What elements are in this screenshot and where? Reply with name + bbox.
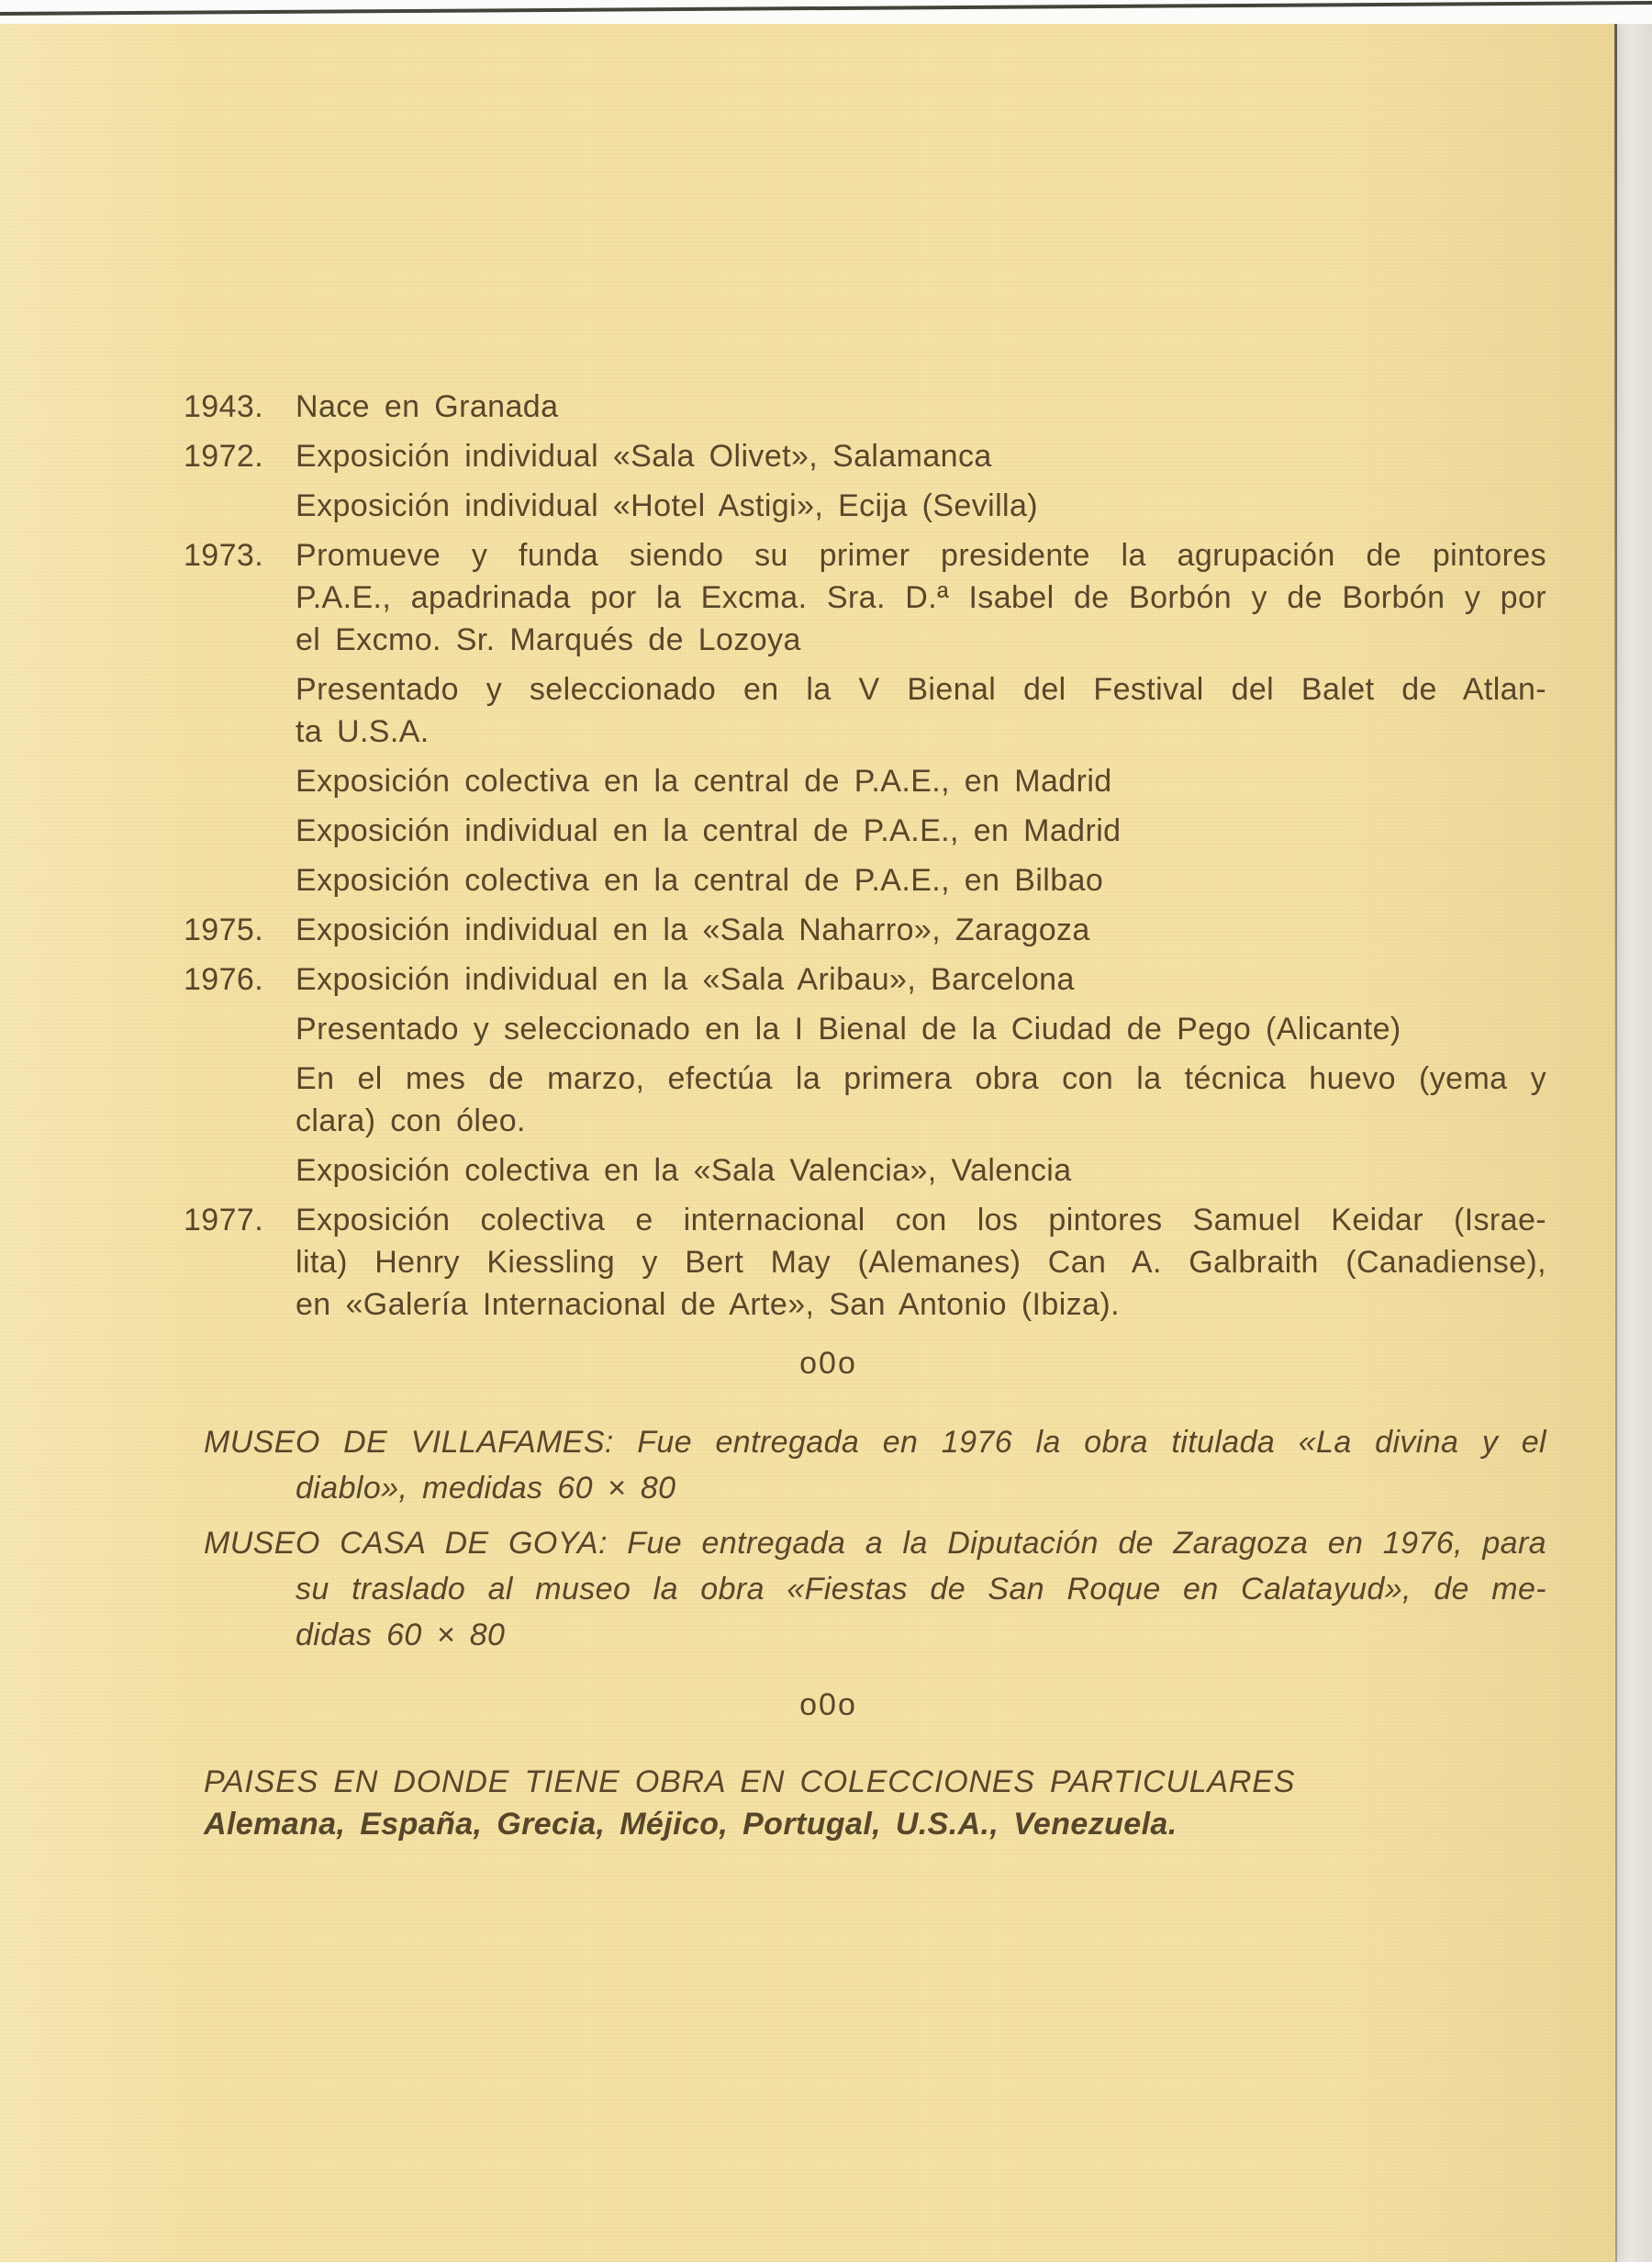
text-line: Promueve y funda siendo su primer presidente la agrupación de pintores [296,538,1546,573]
text-line: clara) con óleo. [296,1103,526,1138]
collections-section [204,1761,1546,1845]
entry-year [184,668,296,753]
entry-text [296,810,1546,852]
entry-text [296,668,1546,753]
entry-year: 1975. [184,913,264,947]
page-right-edge-shadow [1614,22,1617,1170]
collections-heading: PAISES EN DONDE TIENE OBRA EN COLECCIONES PARTICULARES [204,1764,1296,1799]
entry-text [296,859,1546,901]
entry-year [184,760,296,802]
entry-text [296,386,1546,428]
text-line: P.A.E., apadrinada por la Excma. Sra. D.ª Isabel de Borbón y de Borbón y por [296,580,1546,615]
entry-text [296,485,1546,527]
page-top-edge-line [0,1,1652,16]
entry-text [296,1199,1546,1326]
text-line: Exposición individual en la «Sala Aribau», Barcelona [296,962,1075,997]
timeline-entry [184,435,1546,477]
text-line: ta U.S.A. [296,714,430,749]
text-line: Presentado y seleccionado en la V Bienal del Festival del Balet de Atlan- [296,672,1546,707]
museum-entry [204,1520,1546,1658]
entry-text [296,534,1546,661]
museum-text-line: su traslado al museo la obra «Fiestas de San Roque en Calatayud», de me- [296,1572,1546,1607]
text-line: Exposición colectiva en la central de P.A.E., en Bilbao [296,863,1104,898]
text-line: Nace en Granada [296,389,559,424]
timeline-entry [184,810,1546,852]
timeline-entry [184,485,1546,527]
timeline-entry [184,668,1546,753]
timeline-entry [184,1008,1546,1050]
scan-right-margin [1613,0,1652,2262]
scan-top-edge [0,0,1652,24]
entry-text [296,760,1546,802]
text-line: lita) Henry Kiessling y Bert May (Alemanes) Can A. Galbraith (Canadiense), [296,1245,1546,1280]
collections-countries: Alemana, España, Grecia, Méjico, Portugal, U.S.A., Venezuela. [204,1807,1178,1842]
entry-text [296,958,1546,1001]
text-line: Exposición individual en la central de P.A.E., en Madrid [296,813,1122,848]
biography-timeline [184,386,1546,1326]
entry-year: 1973. [184,538,264,573]
timeline-entry [184,534,1546,661]
text-line: Exposición individual «Sala Olivet», Salamanca [296,439,992,474]
timeline-entry [184,760,1546,802]
entry-year [184,485,296,527]
entry-year [184,1149,296,1192]
timeline-entry [184,386,1546,428]
entry-year [184,810,296,852]
timeline-entry [184,1058,1546,1142]
page-content [184,386,1546,1845]
museum-text-line: diablo», medidas 60 × 80 [296,1471,676,1506]
museum-donations-section [204,1419,1546,1658]
timeline-entry [184,1199,1546,1326]
text-line: Exposición colectiva e internacional con los pintores Samuel Keidar (Israe- [296,1203,1546,1237]
timeline-entry [184,1149,1546,1192]
text-line: Exposición individual «Hotel Astigi», Ecija (Sevilla) [296,488,1039,523]
entry-text [296,435,1546,477]
text-line: Exposición individual en la «Sala Naharro», Zaragoza [296,913,1090,947]
entry-year: 1943. [184,389,264,424]
text-line: en «Galería Internacional de Arte», San Antonio (Ibiza). [296,1287,1120,1322]
scanned-document-page [0,22,1615,2262]
entry-year [184,1008,296,1050]
entry-year: 1972. [184,439,264,474]
entry-year [184,859,296,901]
museum-text-line: MUSEO CASA DE GOYA: Fue entregada a la Diputación de Zaragoza en 1976, para [204,1526,1546,1561]
text-line: Presentado y seleccionado en la I Bienal de la Ciudad de Pego (Alicante) [296,1012,1401,1047]
museum-text-line: MUSEO DE VILLAFAMES: Fue entregada en 1976 la obra titulada «La divina y el [204,1425,1546,1460]
entry-text [296,1149,1546,1192]
entry-text [296,909,1546,951]
entry-text [296,1008,1546,1050]
text-line: En el mes de marzo, efectúa la primera obra con la técnica huevo (yema y [296,1061,1546,1096]
entry-year: 1977. [184,1203,264,1237]
museum-text-line: didas 60 × 80 [296,1618,506,1652]
entry-year [184,1058,296,1142]
section-separator-1: o0o [799,1346,857,1381]
museum-entry [204,1419,1546,1511]
text-line: Exposición colectiva en la central de P.A.E., en Madrid [296,764,1112,799]
text-line: Exposición colectiva en la «Sala Valencia», Valencia [296,1153,1072,1188]
text-line: el Excmo. Sr. Marqués de Lozoya [296,622,801,657]
section-separator-2: o0o [799,1687,857,1722]
timeline-entry [184,859,1546,901]
timeline-entry [184,958,1546,1001]
entry-text [296,1058,1546,1142]
entry-year: 1976. [184,962,264,997]
timeline-entry [184,909,1546,951]
